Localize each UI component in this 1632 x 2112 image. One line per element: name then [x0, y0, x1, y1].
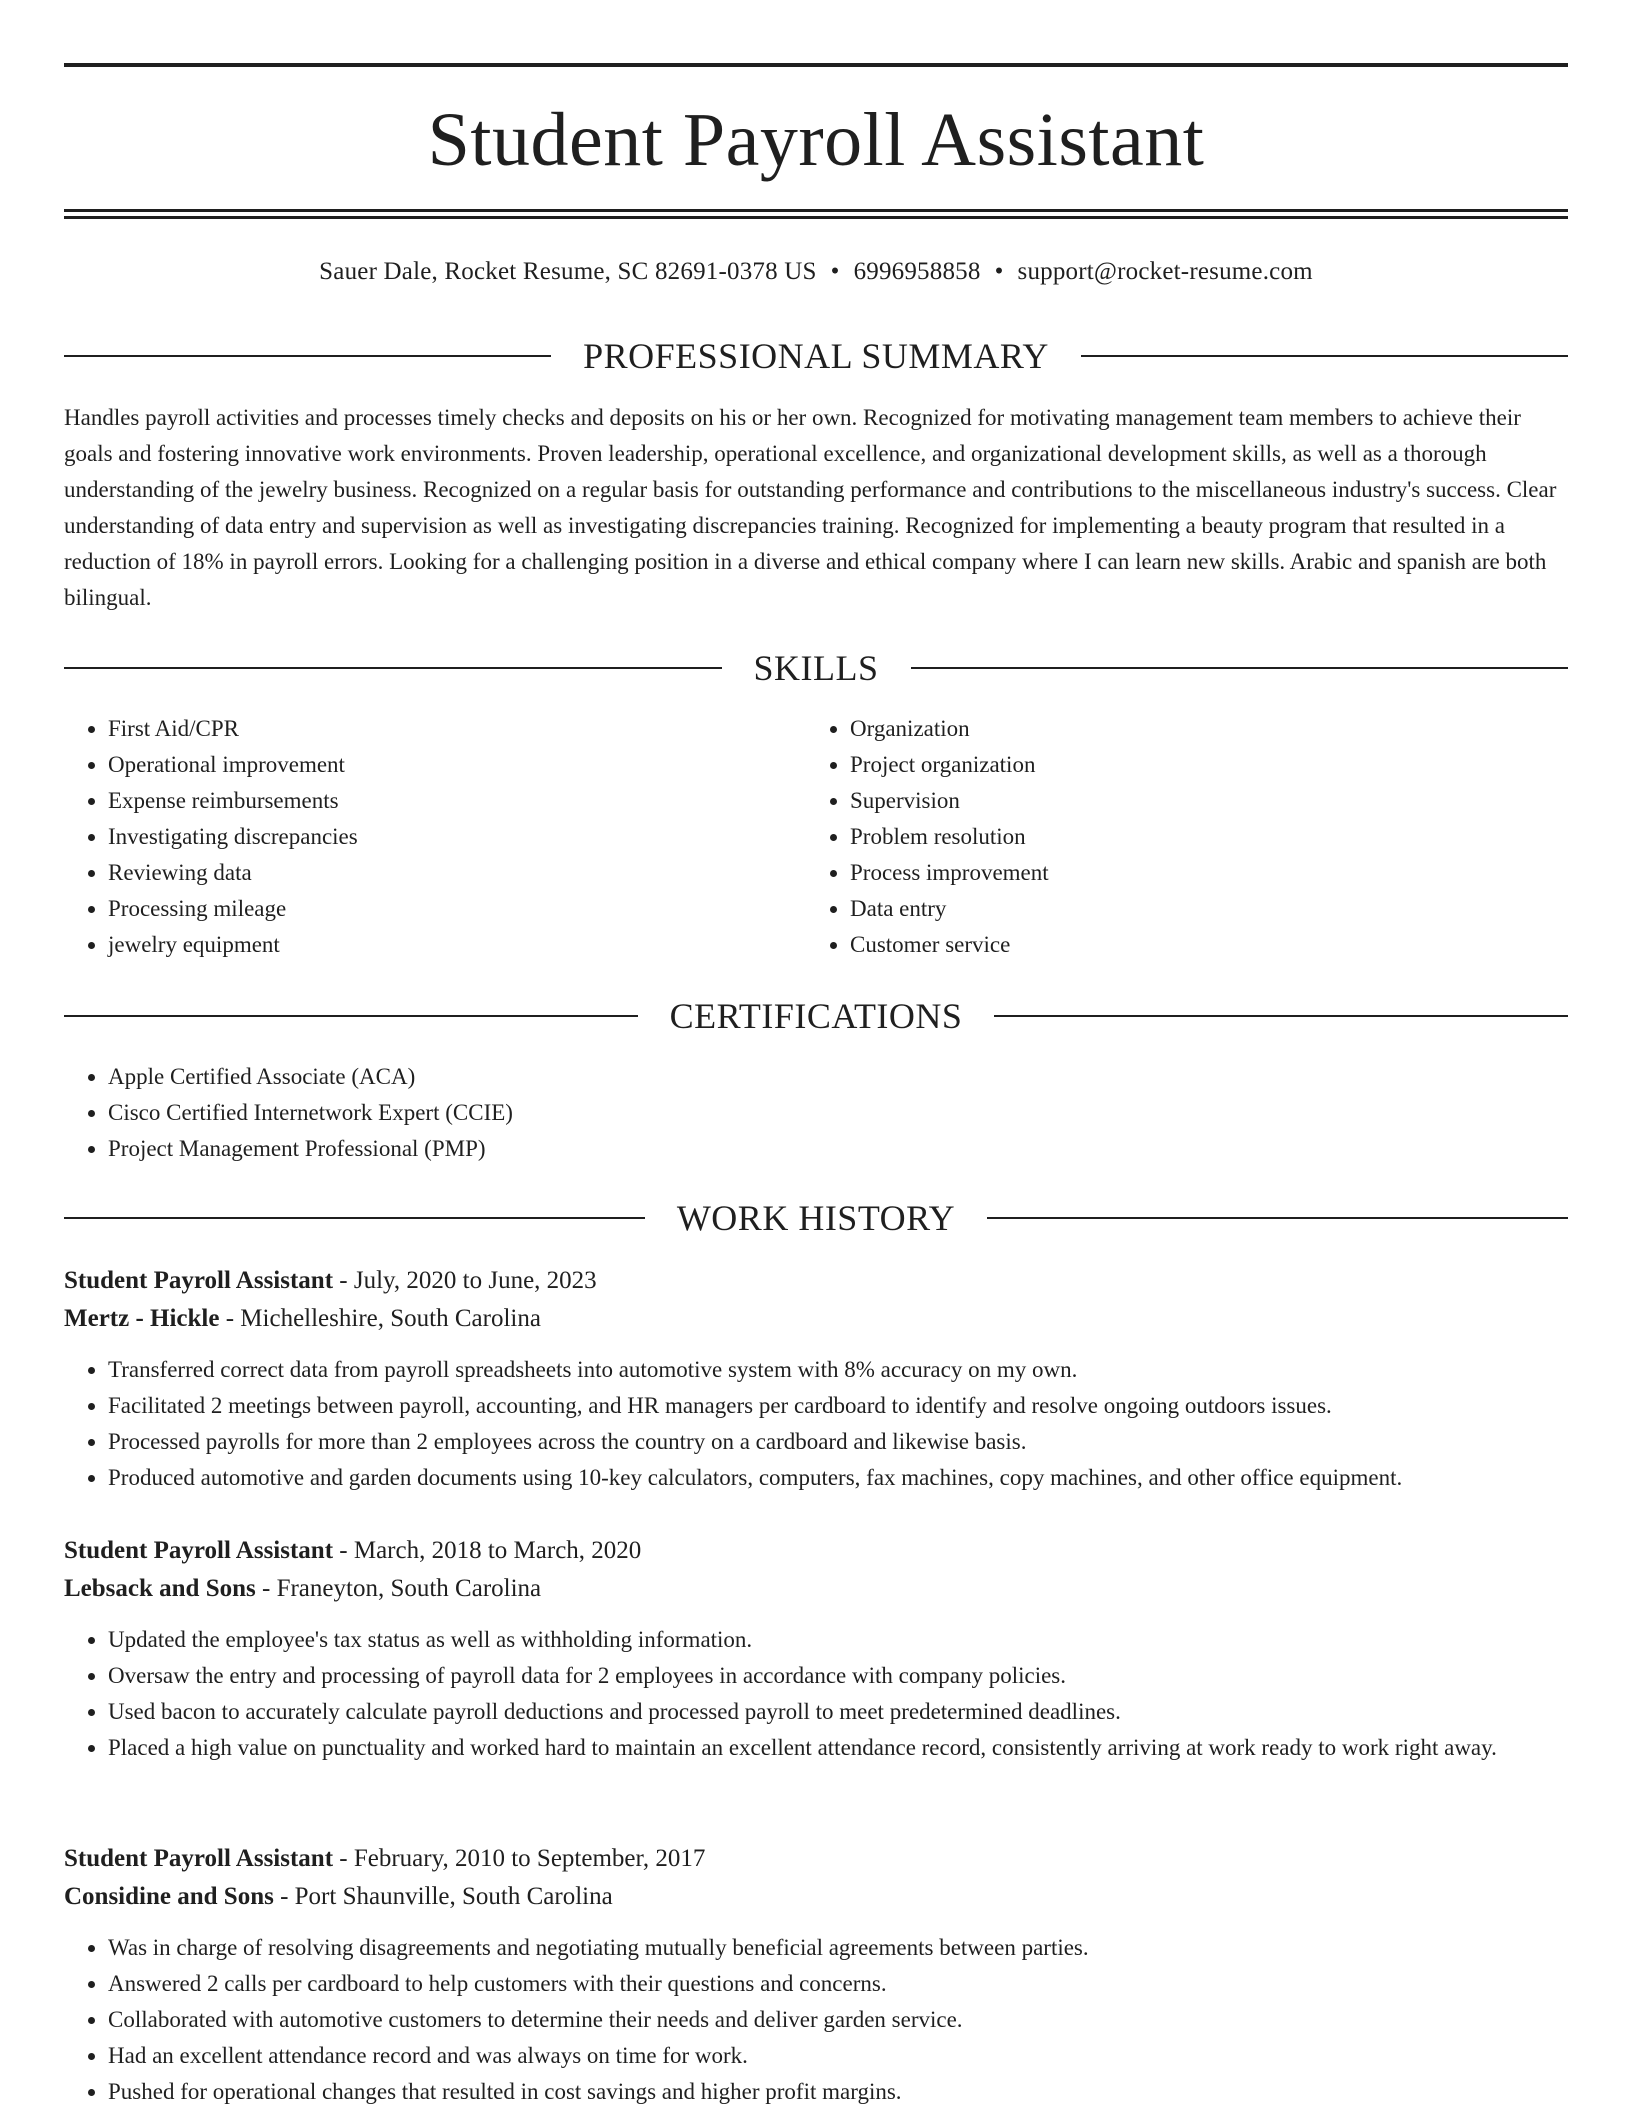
skill-item: • Supervision — [850, 783, 1546, 819]
job-duty-item: • Produced automotive and garden documents using 10-key calculators, computers, fax machines, copy machines, and other office equipment. — [108, 1460, 1568, 1496]
section-rule-right — [911, 667, 1569, 669]
job-duty-item: • Oversaw the entry and processing of payroll data for 2 employees in accordance with company policies. — [108, 1658, 1568, 1694]
job-title: Student Payroll Assistant — [64, 1267, 334, 1294]
job-dates: - July, 2020 to June, 2023 — [333, 1267, 597, 1294]
job-duties-list — [64, 1622, 1568, 1766]
top-divider — [64, 63, 1568, 67]
contact-address: Sauer Dale, Rocket Resume, SC 82691-0378 US — [319, 258, 817, 285]
work-section-title: WORK HISTORY — [676, 1198, 956, 1238]
job-employer: Mertz - Hickle — [64, 1305, 220, 1332]
job-duty-item: • Facilitated 2 meetings between payroll, accounting, and HR managers per cardboard to identify and resolve ongoing outdoors issues. — [108, 1388, 1568, 1424]
job-duty-item: • Collaborated with automotive customers to determine their needs and deliver garden service. — [108, 2002, 1568, 2038]
job-duty-item: • Placed a high value on punctuality and worked hard to maintain an excellent attendance record, consistently arriving at work ready to work right away. — [108, 1730, 1568, 1766]
skill-item: • First Aid/CPR — [108, 711, 804, 747]
contact-line — [64, 255, 1568, 289]
summary-section-title: PROFESSIONAL SUMMARY — [583, 336, 1049, 376]
skill-item: • Customer service — [850, 927, 1546, 963]
skill-item: • Process improvement — [850, 855, 1546, 891]
contact-separator: • — [830, 258, 840, 285]
job-duties-list — [64, 1352, 1568, 1496]
job-dates: - March, 2018 to March, 2020 — [333, 1537, 642, 1564]
skill-item: • Investigating discrepancies — [108, 819, 804, 855]
title-divider-upper — [64, 209, 1568, 212]
section-rule-left — [64, 355, 551, 357]
job-duty-item: • Answered 2 calls per cardboard to help customers with their questions and concerns. — [108, 1966, 1568, 2002]
contact-email: support@rocket-resume.com — [1017, 258, 1313, 285]
job-title: Student Payroll Assistant — [64, 1537, 334, 1564]
job-duty-item: • Had an excellent attendance record and was always on time for work. — [108, 2038, 1568, 2074]
job-duties-list — [64, 1930, 1568, 2110]
job-employer-line — [64, 1300, 1568, 1338]
section-rule-right — [987, 1217, 1568, 1219]
skill-item: • Project organization — [850, 747, 1546, 783]
summary-section-header — [64, 336, 1568, 376]
section-rule-right — [1081, 355, 1568, 357]
skill-item: • Organization — [850, 711, 1546, 747]
job-dates: - February, 2010 to September, 2017 — [333, 1845, 706, 1872]
skill-item: • Data entry — [850, 891, 1546, 927]
job-entry — [64, 1840, 1568, 2110]
job-duty-item: • Processed payrolls for more than 2 employees across the country on a cardboard and likewise basis. — [108, 1424, 1568, 1460]
resume-title: Student Payroll Assistant — [427, 98, 1205, 182]
skill-item: • jewelry equipment — [108, 927, 804, 963]
job-location: - Franeyton, South Carolina — [255, 1575, 542, 1602]
job-title: Student Payroll Assistant — [64, 1845, 334, 1872]
skill-item: • Operational improvement — [108, 747, 804, 783]
job-duty-item: • Pushed for operational changes that resulted in cost savings and higher profit margins. — [108, 2074, 1568, 2110]
certifications-section-title: CERTIFICATIONS — [669, 996, 963, 1036]
job-employer: Lebsack and Sons — [64, 1575, 256, 1602]
job-location: - Port Shaunville, South Carolina — [273, 1883, 613, 1910]
section-rule-left — [64, 667, 722, 669]
job-duty-item: • Used bacon to accurately calculate payroll deductions and processed payroll to meet predetermined deadlines. — [108, 1694, 1568, 1730]
contact-phone: 6996958858 — [853, 258, 981, 285]
certification-item: • Apple Certified Associate (ACA) — [108, 1059, 1568, 1095]
skill-item: • Reviewing data — [108, 855, 804, 891]
work-section-header — [64, 1198, 1568, 1238]
summary-text: Handles payroll activities and processes timely checks and deposits on his or her own. Recognized for motivating management team members to achieve their goals and fostering innovative work environments. Proven leadership, operational excellence, and organizational development skills, as well as a thorough understanding of the jewelry business. Recognized on a regular basis for outstanding performance and contributions to the miscellaneous industry's success. Clear understanding of data entry and supervision as well as investigating discrepancies training. Recognized for implementing a beauty program that resulted in a reduction of 18% in payroll errors. Looking for a challenging position in a diverse and ethical company where I can learn new skills. Arabic and spanish are both bilingual. — [64, 405, 1557, 610]
job-duty-item: • Updated the employee's tax status as well as withholding information. — [108, 1622, 1568, 1658]
skills-left-column — [64, 711, 804, 963]
section-rule-left — [64, 1015, 638, 1017]
certification-item: • Cisco Certified Internetwork Expert (CCIE) — [108, 1095, 1568, 1131]
contact-separator: • — [994, 258, 1004, 285]
title-divider-lower — [64, 216, 1568, 219]
certifications-section-header — [64, 996, 1568, 1036]
skills-right-column — [806, 711, 1546, 963]
skill-item: • Expense reimbursements — [108, 783, 804, 819]
skill-item: • Processing mileage — [108, 891, 804, 927]
job-location: - Michelleshire, South Carolina — [219, 1305, 541, 1332]
job-entry — [64, 1262, 1568, 1496]
certification-item: • Project Management Professional (PMP) — [108, 1131, 1568, 1167]
job-role-line — [64, 1532, 1568, 1570]
certifications-list — [64, 1059, 1568, 1167]
job-duty-item: • Transferred correct data from payroll spreadsheets into automotive system with 8% accuracy on my own. — [108, 1352, 1568, 1388]
job-employer-line — [64, 1878, 1568, 1916]
job-entry — [64, 1532, 1568, 1766]
job-employer-line — [64, 1570, 1568, 1608]
skill-item: • Problem resolution — [850, 819, 1546, 855]
skills-list-right — [806, 711, 1546, 963]
section-rule-right — [994, 1015, 1568, 1017]
job-role-line — [64, 1840, 1568, 1878]
skills-section-title: SKILLS — [753, 648, 879, 688]
job-employer: Considine and Sons — [64, 1883, 274, 1910]
section-rule-left — [64, 1217, 645, 1219]
job-role-line — [64, 1262, 1568, 1300]
certifications-block — [64, 1059, 1568, 1167]
skills-list-left — [64, 711, 804, 963]
skills-section-header — [64, 648, 1568, 688]
job-duty-item: • Was in charge of resolving disagreements and negotiating mutually beneficial agreements between parties. — [108, 1930, 1568, 1966]
